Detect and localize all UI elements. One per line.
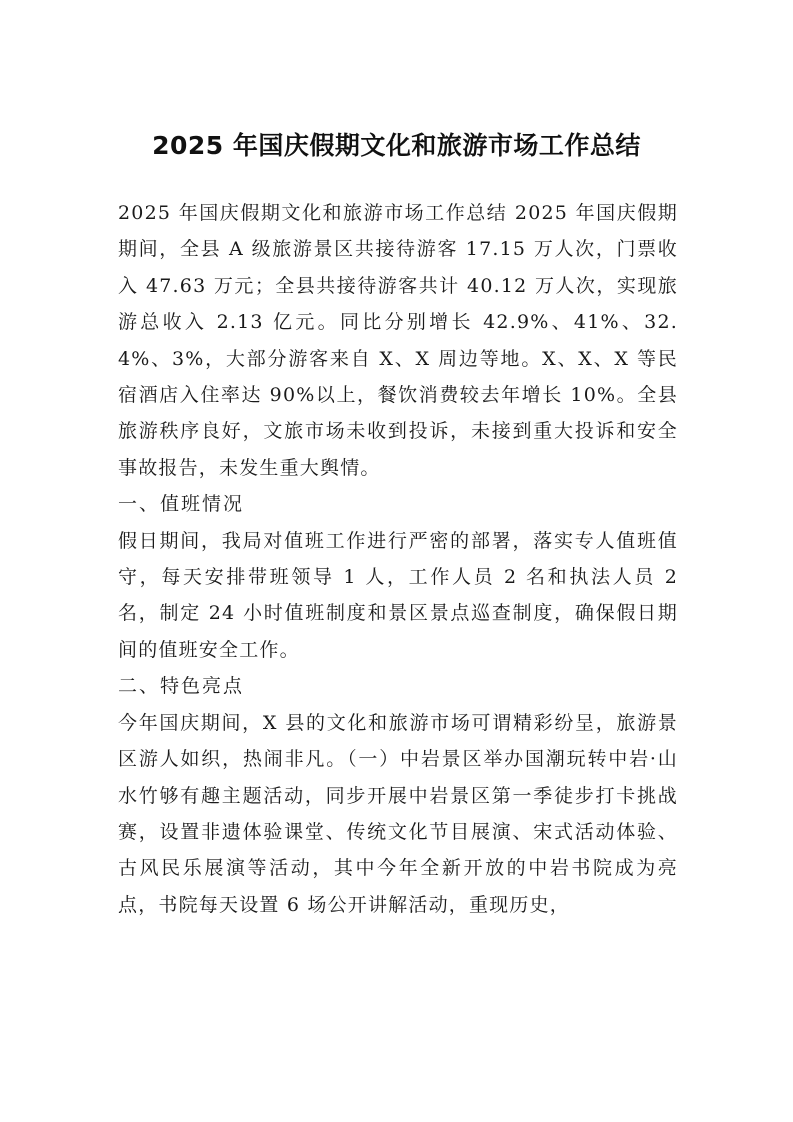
document-title: 2025 年国庆假期文化和旅游市场工作总结	[152, 131, 641, 160]
document-body	[118, 195, 678, 923]
paragraph-summary: 2025 年国庆假期文化和旅游市场工作总结 2025 年国庆假期期间，全县 A 级旅游景区共接待游客 17.15 万人次，门票收入 47.63 万元；全县共接待游客共计 40.12 万人次，实现旅游总收入 2.13 亿元。同比分别增长 42.9%、41%、32.4%、3%，大部分游客来自 X、X 周边等地。X、X、X 等民宿酒店入住率达 90%以上，餐饮消费较去年增长 10%。全县旅游秩序良好，文旅市场未收到投诉，未接到重大投诉和安全事故报告，未发生重大舆情。	[118, 202, 678, 479]
section-heading-duty: 一、值班情况	[118, 493, 245, 516]
paragraph-highlights: 今年国庆期间，X 县的文化和旅游市场可谓精彩纷呈，旅游景区游人如织，热闹非凡。（一）中岩景区举办国潮玩转中岩·山水竹够有趣主题活动，同步开展中岩景区第一季徒步打卡挑战赛，设置非遗体验课堂、传统文化节目展演、宋式活动体验、古风民乐展演等活动，其中今年全新开放的中岩书院成为亮点，书院每天设置 6 场公开讲解活动，重现历史，	[118, 711, 678, 916]
paragraph-duty: 假日期间，我局对值班工作进行严密的部署，落实专人值班值守，每天安排带班领导 1 人，工作人员 2 名和执法人员 2 名，制定 24 小时值班制度和景区景点巡查制度，确保假日期间的值班安全工作。	[118, 529, 678, 661]
section-heading-highlights: 二、特色亮点	[118, 675, 245, 698]
